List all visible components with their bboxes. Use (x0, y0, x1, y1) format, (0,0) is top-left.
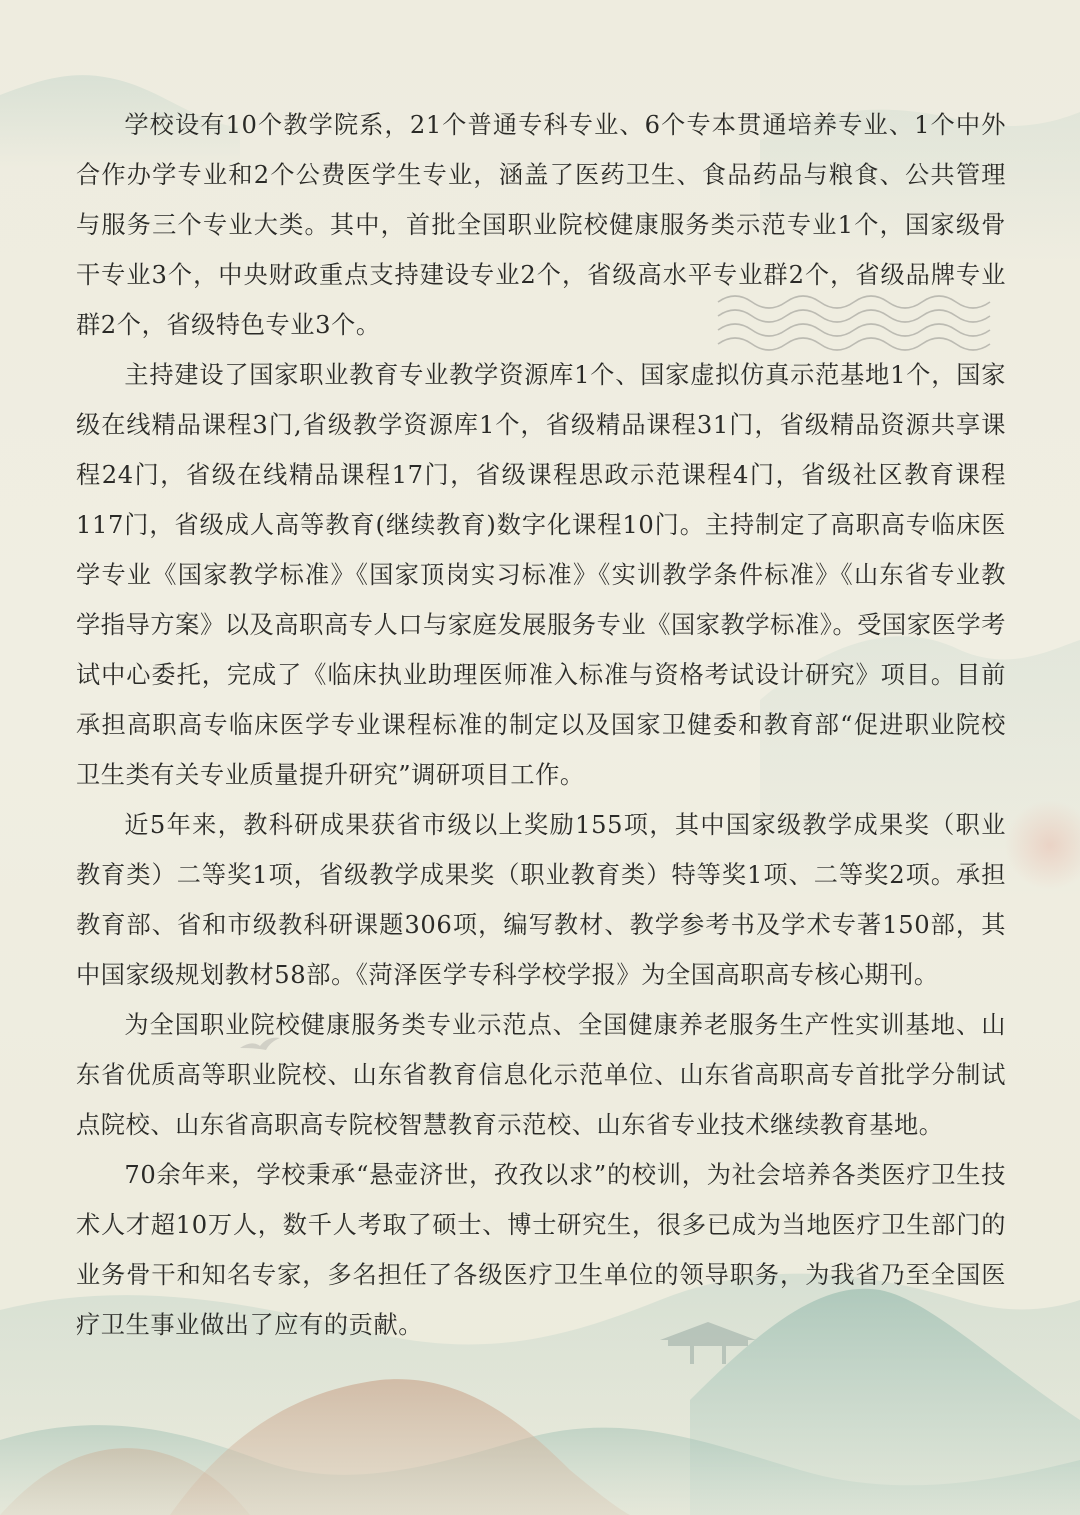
paragraph-5: 70余年来，学校秉承“悬壶济世，孜孜以求”的校训，为社会培养各类医疗卫生技术人才超10万人，数千人考取了硕士、博士研究生，很多已成为当地医疗卫生部门的业务骨干和知名专家，多名担任了各级医疗卫生单位的领导职务，为我省乃至全国医疗卫生事业做出了应有的贡献。 (76, 1161, 1006, 1339)
article-body (76, 100, 1006, 1350)
paragraph-4: 为全国职业院校健康服务类专业示范点、全国健康养老服务生产性实训基地、山东省优质高等职业院校、山东省教育信息化示范单位、山东省高职高专首批学分制试点院校、山东省高职高专院校智慧教育示范校、山东省专业技术继续教育基地。 (76, 1011, 1006, 1139)
paragraph-3: 近5年来，教科研成果获省市级以上奖励155项，其中国家级教学成果奖（职业教育类）二等奖1项，省级教学成果奖（职业教育类）特等奖1项、二等奖2项。承担教育部、省和市级教科研课题306项，编写教材、教学参考书及学术专著150部，其中国家级规划教材58部。《菏泽医学专科学校学报》为全国高职高专核心期刊。 (76, 811, 1006, 989)
paragraph-2: 主持建设了国家职业教育专业教学资源库1个、国家虚拟仿真示范基地1个，国家级在线精品课程3门,省级教学资源库1个，省级精品课程31门，省级精品资源共享课程24门，省级在线精品课程17门，省级课程思政示范课程4门，省级社区教育课程117门，省级成人高等教育(继续教育)数字化课程10门。主持制定了高职高专临床医学专业《国家教学标准》《国家顶岗实习标准》《实训教学条件标准》《山东省专业教学指导方案》以及高职高专人口与家庭发展服务专业《国家教学标准》。受国家医学考试中心委托，完成了《临床执业助理医师准入标准与资格考试设计研究》项目。目前承担高职高专临床医学专业课程标准的制定以及国家卫健委和教育部“促进职业院校卫生类有关专业质量提升研究”调研项目工作。 (76, 361, 1006, 789)
paragraph-1: 学校设有10个教学院系，21个普通专科专业、6个专本贯通培养专业、1个中外合作办学专业和2个公费医学生专业，涵盖了医药卫生、食品药品与粮食、公共管理与服务三个专业大类。其中，首批全国职业院校健康服务类示范专业1个，国家级骨干专业3个，中央财政重点支持建设专业2个，省级高水平专业群2个，省级品牌专业群2个，省级特色专业3个。 (76, 111, 1006, 339)
